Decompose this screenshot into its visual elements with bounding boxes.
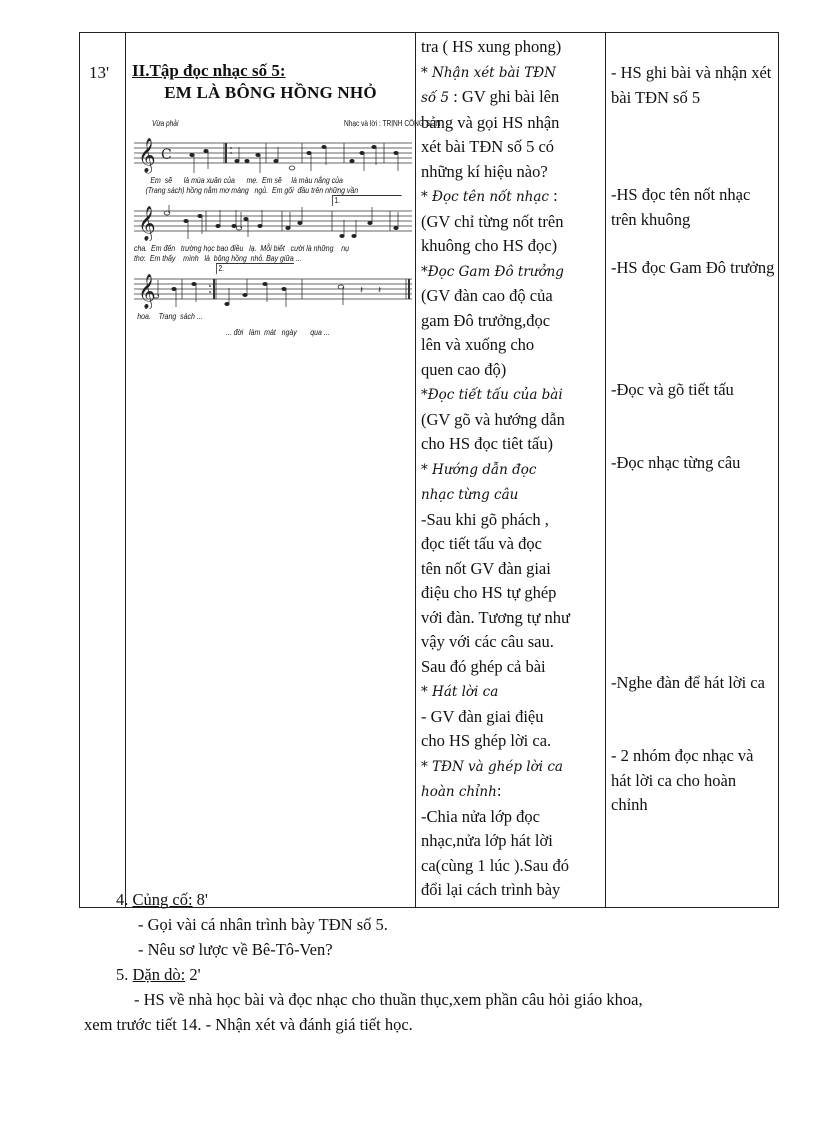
volta-1: 1.: [332, 195, 402, 206]
teacher-line: ca(cùng 1 lúc ).Sau đó: [421, 855, 569, 875]
teacher-line: xét bài TĐN số 5 có: [421, 137, 555, 156]
teacher-line: hoàn chỉnh:: [421, 781, 502, 800]
staff-3: [134, 271, 412, 309]
staff-2-lyrics-1: cha. Em đến trường học bao điều lạ. Mỗi biết cười là những nụ: [134, 243, 350, 253]
teacher-activities-cell: [416, 33, 606, 908]
volta-2: 2.: [216, 263, 294, 274]
student-activity: - 2 nhóm đọc nhạc và hát lời ca cho hoàn chỉnh: [611, 746, 754, 814]
student-activity: -Đọc nhạc từng câu: [611, 453, 741, 472]
student-activity: - HS ghi bài và nhận xét bài TĐN số 5: [611, 63, 772, 107]
activity-heading: hoàn chỉnh: [421, 784, 497, 800]
teacher-line: [421, 60, 605, 86]
activity-heading: * Hát lời ca: [421, 684, 499, 700]
teacher-line: với đàn. Tương tự như: [421, 607, 570, 627]
teacher-line: * Đọc tên nốt nhạc :: [421, 186, 558, 205]
activity-heading: *Đọc Gam Đô trưởng: [421, 263, 564, 280]
teacher-line: bảng và gọi HS nhận: [421, 112, 560, 132]
tempo-marking: Vừa phải: [152, 119, 179, 128]
teacher-line: đổi lại cách trình bày: [421, 880, 561, 899]
teacher-line: khuông cho HS đọc): [421, 236, 558, 255]
sheet-music: [134, 113, 441, 337]
teacher-line: điệu cho HS tự ghép: [421, 583, 557, 602]
section-5-line: xem trước tiết 14. - Nhận xét và đánh giá tiết học.: [84, 1015, 413, 1034]
staff-3-lyrics-2: ... đời làm mát ngày qua ...: [225, 327, 330, 337]
activity-heading: * Nhận xét bài TĐN: [421, 64, 556, 81]
svg-text:𝄞: 𝄞: [138, 138, 156, 173]
student-activity: -Nghe đàn để hát lời ca: [611, 673, 765, 692]
svg-text:C: C: [161, 147, 172, 163]
teacher-line: lên và xuống cho: [421, 335, 535, 354]
student-activities-cell: [606, 33, 779, 908]
student-activity: -HS đọc tên nốt nhạc trên khuông: [611, 185, 751, 229]
teacher-line: những kí hiệu nào?: [421, 161, 548, 181]
section-title: Tập đọc nhạc số 5:: [149, 61, 286, 80]
teacher-line: nhạc,nửa lớp hát lời: [421, 831, 553, 850]
teacher-line: [421, 259, 605, 285]
student-activity: -Đọc và gõ tiết tấu: [611, 380, 734, 399]
section-label: II.: [132, 61, 150, 80]
staff-1-lyrics-2: (Trang sách) hồng nằm mơ màng ngủ. Em gối đầu trên những vần: [145, 185, 359, 195]
teacher-line: (GV gõ và hướng dẫn: [421, 409, 565, 429]
teacher-line: số 5 : GV ghi bài lên: [421, 87, 560, 106]
staff-3-lyrics-1: hoa. Trang sách ...: [137, 311, 203, 321]
section-4-title: Củng cố:: [132, 890, 193, 909]
svg-text:𝄞: 𝄞: [138, 206, 156, 241]
teacher-line: [421, 482, 605, 508]
activity-heading: * Đọc tên nốt nhạc: [421, 189, 549, 205]
student-activities: [606, 33, 778, 883]
teacher-line: đọc tiết tấu và đọc: [421, 534, 542, 553]
section-4-item: - Nêu sơ lược về Bê-Tô-Ven?: [138, 940, 333, 959]
section-4-item: - Gọi vài cá nhân trình bày TĐN số 5.: [138, 915, 388, 934]
time-value: 13': [89, 63, 110, 82]
song-title: EM LÀ BÔNG HỒNG NHỎ: [164, 83, 377, 102]
teacher-line: quen cao độ): [421, 359, 507, 379]
teacher-line: gam Đô trưởng,đọc: [421, 310, 551, 330]
teacher-line: [421, 382, 605, 408]
time-cell: [80, 33, 126, 908]
teacher-line: tên nốt GV đàn giai: [421, 558, 551, 578]
activity-heading: *Đọc tiết tấu của bài: [421, 387, 563, 403]
staff-1: [134, 135, 412, 175]
activity-heading: nhạc từng câu: [421, 487, 519, 503]
composer-credit: Nhạc và lời : TRỊNH CÔNG SƠN: [344, 119, 441, 128]
staff-2-lyrics-2: thơ. Em thấy mình là bông hồng nhỏ. Bay giữa ...: [134, 253, 302, 263]
teacher-line: - GV đàn giai điệu: [421, 706, 544, 726]
teacher-activities: [416, 33, 605, 907]
table-row: [80, 33, 779, 908]
activity-heading: * Hướng dẫn đọc: [421, 461, 537, 478]
lesson-table: [79, 32, 779, 908]
svg-text:𝄽: 𝄽: [378, 285, 382, 296]
staff-1-lyrics-1: Em sẽ là mùa xuân của mẹ. Em sẽ là màu nắng của: [150, 175, 343, 185]
student-activity: -HS đọc Gam Đô trưởng: [611, 258, 775, 277]
activity-heading: số 5: [421, 90, 450, 106]
svg-text:𝄞: 𝄞: [138, 274, 156, 309]
svg-text:𝄽: 𝄽: [360, 285, 364, 296]
content-cell: [126, 33, 441, 908]
activity-heading: * TĐN và ghép lời ca: [421, 758, 563, 775]
teacher-line: -Chia nửa lớp đọc: [421, 806, 540, 826]
teacher-line: (GV chỉ từng nốt trên: [421, 211, 564, 231]
teacher-line: (GV đàn cao độ của: [421, 286, 553, 305]
teacher-line: Sau đó ghép cả bài: [421, 656, 546, 676]
section-5-line: - HS về nhà học bài và đọc nhạc cho thuần thục,xem phần câu hỏi giáo khoa,: [134, 990, 643, 1009]
teacher-line: vậy với các câu sau.: [421, 632, 554, 651]
section-4-heading: 4. Củng cố: 8': [116, 890, 208, 909]
teacher-line: [421, 457, 605, 483]
section-heading: [126, 33, 415, 81]
teacher-line: tra ( HS xung phong): [421, 37, 562, 56]
section-5-heading: 5. Dặn dò: 2': [116, 965, 201, 984]
section-5-title: Dặn dò:: [132, 965, 186, 984]
teacher-line: [421, 754, 605, 780]
staff-2: [134, 205, 412, 241]
teacher-line: cho HS ghép lời ca.: [421, 731, 552, 750]
teacher-line: cho HS đọc tiêt tấu): [421, 434, 553, 453]
teacher-line: [421, 679, 605, 705]
teacher-line: -Sau khi gõ phách ,: [421, 509, 549, 529]
